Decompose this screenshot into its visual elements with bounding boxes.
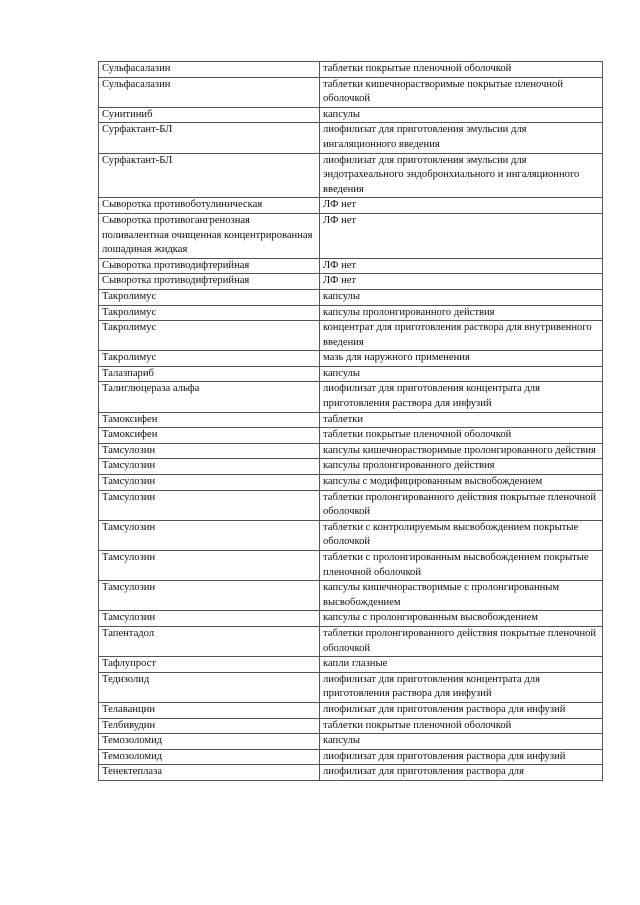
drug-name-cell: Сульфасалазин — [99, 62, 320, 78]
dosage-form-cell: таблетки покрытые пленочной оболочкой — [320, 428, 603, 444]
table-row — [99, 153, 603, 198]
dosage-form-cell: таблетки пролонгированного действия покрытые пленочной оболочкой — [320, 626, 603, 656]
dosage-form-cell: мазь для наружного применения — [320, 351, 603, 367]
drug-name-cell: Тафлупрост — [99, 657, 320, 673]
dosage-form-cell: таблетки покрытые пленочной оболочкой — [320, 718, 603, 734]
dosage-form-cell: таблетки с пролонгированным высвобождением покрытые пленочной оболочкой — [320, 551, 603, 581]
table-row — [99, 611, 603, 627]
table-row — [99, 258, 603, 274]
dosage-form-cell: лиофилизат для приготовления концентрата для приготовления раствора для инфузий — [320, 382, 603, 412]
drug-name-cell: Такролимус — [99, 351, 320, 367]
dosage-form-cell: капсулы пролонгированного действия — [320, 459, 603, 475]
dosage-form-cell: ЛФ нет — [320, 274, 603, 290]
table-row — [99, 198, 603, 214]
dosage-form-cell: таблетки — [320, 412, 603, 428]
drug-name-cell: Тенектеплаза — [99, 765, 320, 781]
drug-name-cell: Тамсулозин — [99, 611, 320, 627]
drug-name-cell: Тамсулозин — [99, 581, 320, 611]
table-row — [99, 77, 603, 107]
table-row — [99, 123, 603, 153]
table-row — [99, 475, 603, 491]
table-row — [99, 626, 603, 656]
dosage-form-cell: ЛФ нет — [320, 258, 603, 274]
drug-name-cell: Сурфактант-БЛ — [99, 123, 320, 153]
drug-name-cell: Сульфасалазин — [99, 77, 320, 107]
dosage-form-cell: капсулы пролонгированного действия — [320, 305, 603, 321]
drug-name-cell: Тамоксифен — [99, 412, 320, 428]
table-body — [99, 62, 603, 781]
dosage-form-cell: капсулы — [320, 107, 603, 123]
dosage-form-cell: таблетки с контролируемым высвобождением покрытые оболочкой — [320, 520, 603, 550]
drug-name-cell: Тамсулозин — [99, 551, 320, 581]
drug-name-cell: Тапентадол — [99, 626, 320, 656]
drug-name-cell: Сыворотка противоботулиническая — [99, 198, 320, 214]
table-row — [99, 62, 603, 78]
table-row — [99, 443, 603, 459]
drug-name-cell: Тамсулозин — [99, 490, 320, 520]
dosage-form-cell: капсулы с модифицированным высвобождением — [320, 475, 603, 491]
table-row — [99, 274, 603, 290]
dosage-form-cell: капсулы кишечнорастворимые пролонгированного действия — [320, 443, 603, 459]
table-row — [99, 490, 603, 520]
drug-name-cell: Сыворотка противогангренозная поливалентная очищенная концентрированная лошадиная жидкая — [99, 213, 320, 258]
drug-name-cell: Талазпариб — [99, 366, 320, 382]
table-row — [99, 734, 603, 750]
dosage-form-cell: капсулы — [320, 289, 603, 305]
drug-name-cell: Темозоломид — [99, 734, 320, 750]
drug-name-cell: Тамсулозин — [99, 459, 320, 475]
drug-name-cell: Тедизолид — [99, 672, 320, 702]
dosage-form-cell: лиофилизат для приготовления раствора для — [320, 765, 603, 781]
drug-name-cell: Сыворотка противодифтерийная — [99, 274, 320, 290]
table-row — [99, 305, 603, 321]
table-row — [99, 657, 603, 673]
drug-name-cell: Сунитиниб — [99, 107, 320, 123]
table-row — [99, 581, 603, 611]
dosage-form-cell: капсулы — [320, 366, 603, 382]
dosage-form-cell: лиофилизат для приготовления раствора для инфузий — [320, 702, 603, 718]
drug-name-cell: Телбивудин — [99, 718, 320, 734]
drug-name-cell: Такролимус — [99, 321, 320, 351]
dosage-form-cell: капсулы с пролонгированным высвобождением — [320, 611, 603, 627]
drug-name-cell: Телаванцин — [99, 702, 320, 718]
dosage-form-cell: таблетки кишечнорастворимые покрытые пленочной оболочкой — [320, 77, 603, 107]
table-row — [99, 382, 603, 412]
table-row — [99, 702, 603, 718]
drug-name-cell: Такролимус — [99, 289, 320, 305]
drug-name-cell: Сурфактант-БЛ — [99, 153, 320, 198]
table-row — [99, 718, 603, 734]
table-row — [99, 412, 603, 428]
table-row — [99, 672, 603, 702]
table-row — [99, 551, 603, 581]
drug-name-cell: Темозоломид — [99, 749, 320, 765]
dosage-form-cell: ЛФ нет — [320, 198, 603, 214]
drug-name-cell: Тамсулозин — [99, 520, 320, 550]
dosage-form-cell: капсулы — [320, 734, 603, 750]
drug-name-cell: Тамоксифен — [99, 428, 320, 444]
dosage-form-cell: таблетки пролонгированного действия покрытые пленочной оболочкой — [320, 490, 603, 520]
table-row — [99, 765, 603, 781]
drug-name-cell: Такролимус — [99, 305, 320, 321]
drug-name-cell: Тамсулозин — [99, 475, 320, 491]
table-row — [99, 107, 603, 123]
dosage-form-cell: ЛФ нет — [320, 213, 603, 258]
drug-forms-table — [98, 61, 603, 781]
dosage-form-cell: лиофилизат для приготовления концентрата для приготовления раствора для инфузий — [320, 672, 603, 702]
drug-name-cell: Тамсулозин — [99, 443, 320, 459]
dosage-form-cell: капли глазные — [320, 657, 603, 673]
table-row — [99, 749, 603, 765]
table-row — [99, 321, 603, 351]
table-row — [99, 351, 603, 367]
table-row — [99, 289, 603, 305]
drug-name-cell: Талиглюцераза альфа — [99, 382, 320, 412]
table-row — [99, 428, 603, 444]
dosage-form-cell: концентрат для приготовления раствора для внутривенного введения — [320, 321, 603, 351]
table-row — [99, 520, 603, 550]
dosage-form-cell: лиофилизат для приготовления эмульсии для ингаляционного введения — [320, 123, 603, 153]
drug-name-cell: Сыворотка противодифтерийная — [99, 258, 320, 274]
dosage-form-cell: капсулы кишечнорастворимые с пролонгированным высвобождением — [320, 581, 603, 611]
dosage-form-cell: таблетки покрытые пленочной оболочкой — [320, 62, 603, 78]
dosage-form-cell: лиофилизат для приготовления раствора для инфузий — [320, 749, 603, 765]
table-row — [99, 459, 603, 475]
table-row — [99, 366, 603, 382]
table-row — [99, 213, 603, 258]
dosage-form-cell: лиофилизат для приготовления эмульсии для эндотрахеального эндобронхиального и ингаляционного введения — [320, 153, 603, 198]
